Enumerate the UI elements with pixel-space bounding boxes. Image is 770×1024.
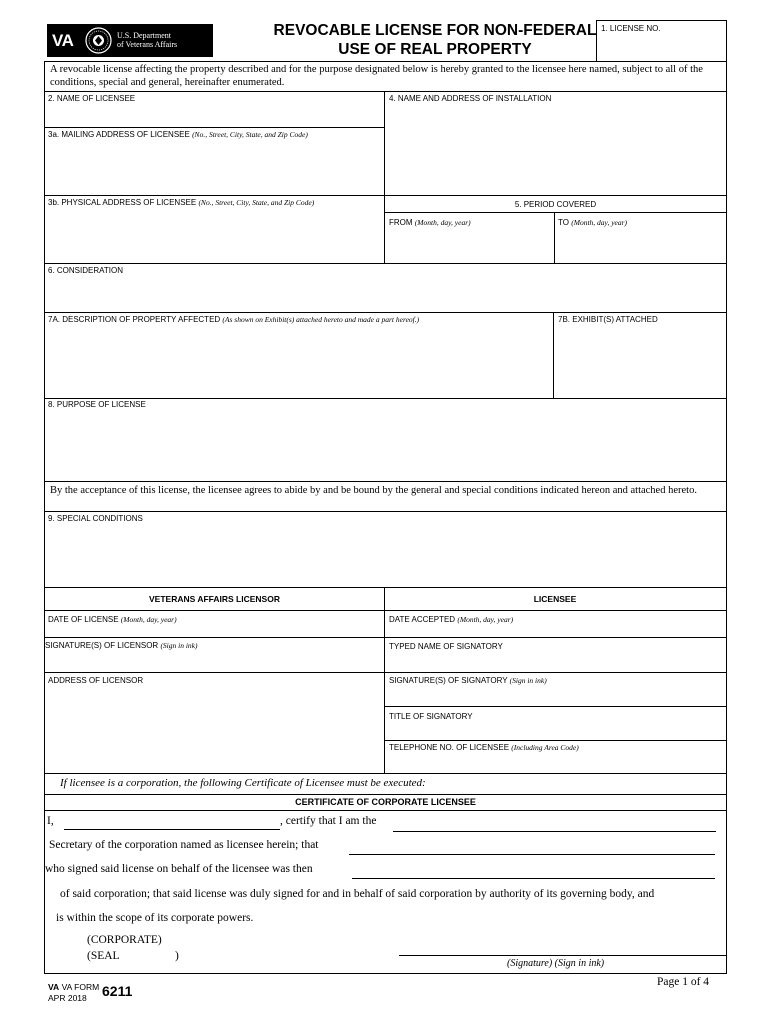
from-date-input[interactable] xyxy=(387,232,551,258)
cert-who-signed: who signed said license on behalf of the licensee was then xyxy=(45,863,313,875)
special-conditions-input[interactable] xyxy=(46,526,724,584)
signature-signatory-text: SIGNATURE(S) OF SIGNATORY xyxy=(389,676,508,685)
licensee-header: LICENSEE xyxy=(533,594,577,604)
typed-name-label: TYPED NAME OF SIGNATORY xyxy=(389,642,503,651)
va-logo-text: VA xyxy=(52,31,74,50)
corporate-note: If licensee is a corporation, the following Certificate of Licensee must be executed: xyxy=(60,777,426,789)
line xyxy=(44,773,727,774)
line xyxy=(384,672,727,673)
signature-signatory-hint: (Sign in ink) xyxy=(509,676,547,685)
form-date: APR 2018 xyxy=(48,993,87,1003)
exhibits-label: 7B. EXHIBIT(S) ATTACHED xyxy=(558,315,658,324)
seal-label: (SEAL xyxy=(87,950,120,962)
line xyxy=(44,511,727,512)
name-of-licensee-label: 2. NAME OF LICENSEE xyxy=(48,94,136,103)
frame-top xyxy=(44,61,727,62)
line xyxy=(44,398,727,399)
physical-address-text: 3b. PHYSICAL ADDRESS OF LICENSEE xyxy=(48,198,197,207)
telephone-label xyxy=(389,743,579,753)
date-of-license-hint: (Month, day, year) xyxy=(120,615,177,624)
divider xyxy=(553,312,554,398)
frame-right xyxy=(726,61,727,974)
physical-address-hint: (No., Street, City, State, and Zip Code) xyxy=(198,198,315,207)
page-indicator: Page 1 of 4 xyxy=(657,976,710,988)
date-of-license-label xyxy=(48,615,177,625)
installation-input[interactable] xyxy=(387,106,723,192)
mailing-address-hint: (No., Street, City, State, and Zip Code) xyxy=(192,130,308,139)
divider xyxy=(384,587,385,773)
signature-licensor-label xyxy=(45,641,198,651)
line xyxy=(384,212,727,213)
cert-i: I, xyxy=(47,815,54,827)
exhibits-input[interactable] xyxy=(556,328,724,394)
title-input[interactable] xyxy=(393,817,716,832)
licensor-header: VETERANS AFFAIRS LICENSOR xyxy=(149,594,280,604)
seal-close: ) xyxy=(175,950,179,962)
line xyxy=(44,637,385,638)
title-signatory-label: TITLE OF SIGNATORY xyxy=(389,712,473,721)
line xyxy=(44,312,727,313)
from-hint: (Month, day, year) xyxy=(414,218,471,227)
purpose-input[interactable] xyxy=(46,413,724,479)
from-label xyxy=(389,218,471,228)
divider xyxy=(554,212,555,263)
to-text: TO xyxy=(558,218,569,227)
certifier-name-input[interactable] xyxy=(64,815,280,830)
corporate-signature-input[interactable] xyxy=(399,940,726,956)
telephone-text: TELEPHONE NO. OF LICENSEE xyxy=(389,743,510,752)
signature-licensor-hint: (Sign in ink) xyxy=(160,641,198,650)
va-logo-block xyxy=(47,24,213,57)
cert-of-said: of said corporation; that said license was duly signed for and in behalf of said corporation by authority of its governing body, and xyxy=(60,888,655,900)
line xyxy=(384,740,727,741)
consideration-label: 6. CONSIDERATION xyxy=(48,266,123,275)
intro-text: A revocable license affecting the property described and for the purpose designated below is hereby granted to the licensee here named, subject to all of the conditions, special and general, hereinafter enumerated. xyxy=(50,64,703,88)
dept-line-2: of Veterans Affairs xyxy=(117,40,178,49)
name-of-licensee-input[interactable] xyxy=(46,105,382,125)
to-label xyxy=(558,218,627,228)
to-hint: (Month, day, year) xyxy=(571,218,628,227)
physical-address-input[interactable] xyxy=(46,210,382,260)
line xyxy=(44,587,727,588)
line xyxy=(384,706,727,707)
installation-label: 4. NAME AND ADDRESS OF INSTALLATION xyxy=(389,94,552,103)
description-hint: (As shown on Exhibit(s) attached hereto and made a part hereof.) xyxy=(222,315,420,324)
physical-address-label xyxy=(48,198,314,208)
line xyxy=(44,672,385,673)
acceptance-text: By the acceptance of this license, the licensee agrees to abide by and be bound by the general and special conditions indicated hereon and attached hereto. xyxy=(50,485,697,496)
divider xyxy=(384,91,385,263)
signer-name-input[interactable] xyxy=(349,840,715,855)
form-title-line-2: USE OF REAL PROPERTY xyxy=(338,41,532,58)
va-seal-icon xyxy=(85,27,112,54)
description-label xyxy=(48,315,419,325)
signature-signatory-label xyxy=(389,676,547,686)
date-accepted-label xyxy=(389,615,513,625)
consideration-input[interactable] xyxy=(46,278,724,310)
va-form-text: VA FORM xyxy=(61,982,100,992)
typed-name-input[interactable] xyxy=(387,654,723,670)
cert-certify: , certify that I am the xyxy=(280,815,377,827)
mailing-address-text: 3a. MAILING ADDRESS OF LICENSEE xyxy=(48,130,190,139)
signature-signatory-input[interactable] xyxy=(387,688,723,703)
mailing-address-label xyxy=(48,130,308,140)
date-of-license-input[interactable] xyxy=(46,626,382,636)
frame-left xyxy=(44,61,45,974)
from-text: FROM xyxy=(389,218,413,227)
telephone-hint: (Including Area Code) xyxy=(511,743,579,752)
license-no-input[interactable] xyxy=(599,37,724,57)
signature-caption: (Signature) (Sign in ink) xyxy=(507,958,605,969)
line xyxy=(44,794,727,795)
signature-licensor-input[interactable] xyxy=(46,652,382,670)
line xyxy=(44,481,727,482)
certificate-heading: CERTIFICATE OF CORPORATE LICENSEE xyxy=(295,797,476,807)
telephone-input[interactable] xyxy=(387,755,723,770)
license-no-box xyxy=(596,20,727,62)
date-accepted-input[interactable] xyxy=(387,626,723,636)
dept-line-1: U.S. Department xyxy=(117,31,171,40)
description-input[interactable] xyxy=(46,328,550,394)
line xyxy=(44,263,727,264)
period-covered-label: 5. PERIOD COVERED xyxy=(514,200,597,209)
date-accepted-text: DATE ACCEPTED xyxy=(389,615,456,624)
signature-licensor-text: SIGNATURE(S) OF LICENSOR xyxy=(45,641,159,650)
date-of-license-text: DATE OF LICENSE xyxy=(48,615,119,624)
cert-secretary: Secretary of the corporation named as licensee herein; that xyxy=(49,839,319,851)
mailing-address-input[interactable] xyxy=(46,142,382,192)
frame-bottom xyxy=(44,973,727,974)
form-number: 6211 xyxy=(102,983,133,999)
form-title-line-1: REVOCABLE LICENSE FOR NON-FEDERAL xyxy=(273,22,597,39)
line xyxy=(44,127,385,128)
line xyxy=(44,195,727,196)
address-licensor-input[interactable] xyxy=(46,688,382,768)
line xyxy=(44,610,727,611)
purpose-label: 8. PURPOSE OF LICENSE xyxy=(48,400,146,409)
description-text: 7A. DESCRIPTION OF PROPERTY AFFECTED xyxy=(48,315,221,324)
line xyxy=(44,91,727,92)
signer-title-input[interactable] xyxy=(352,864,715,879)
cert-within-scope: is within the scope of its corporate powers. xyxy=(56,912,254,924)
date-accepted-hint: (Month, day, year) xyxy=(457,615,514,624)
corporate-label: (CORPORATE) xyxy=(87,934,162,946)
special-conditions-label: 9. SPECIAL CONDITIONS xyxy=(48,514,143,523)
license-no-label: 1. LICENSE NO. xyxy=(601,24,661,33)
title-signatory-input[interactable] xyxy=(387,724,723,738)
to-date-input[interactable] xyxy=(557,232,723,258)
line xyxy=(44,810,727,811)
line xyxy=(384,637,727,638)
address-licensor-label: ADDRESS OF LICENSOR xyxy=(48,676,144,685)
va-form-label: VA VA FORM xyxy=(48,982,100,992)
